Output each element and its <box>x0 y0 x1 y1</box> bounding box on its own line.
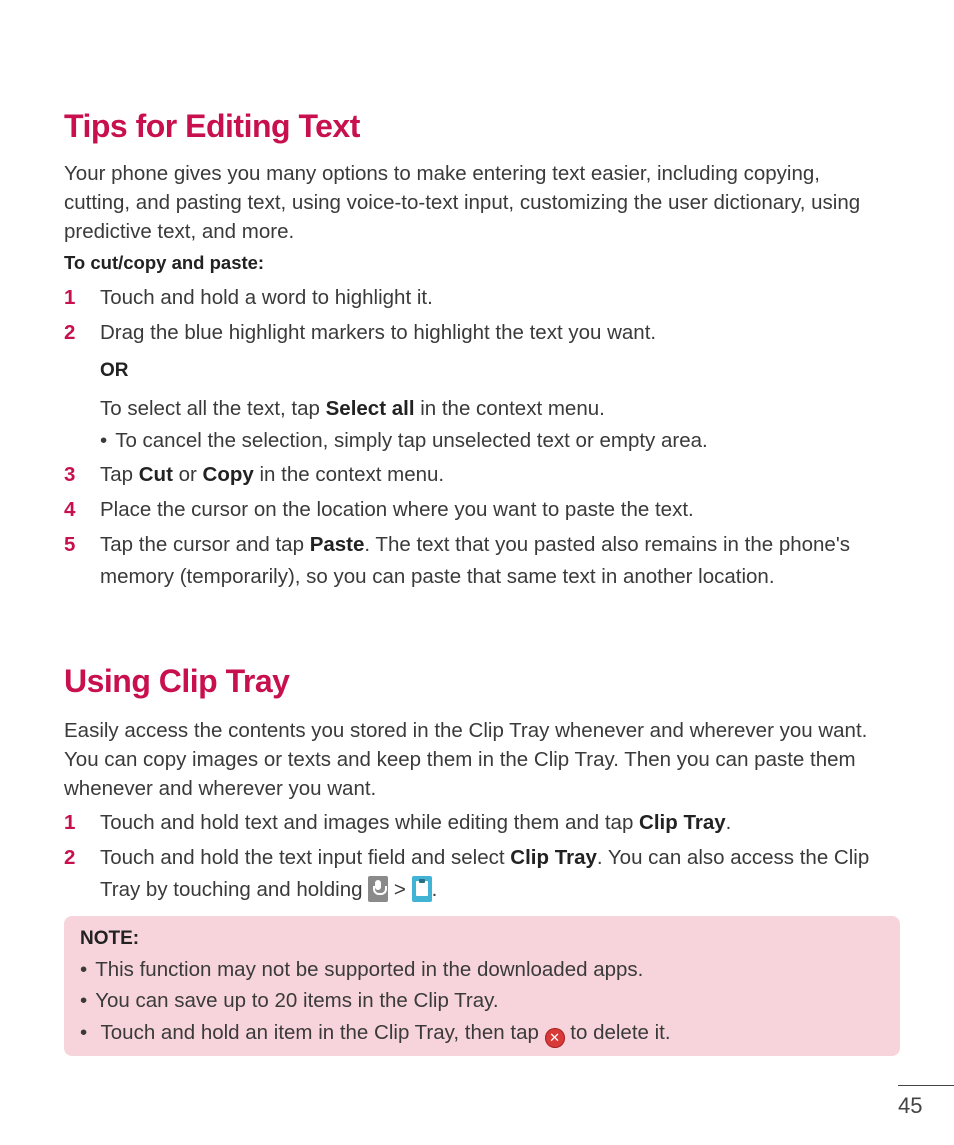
clip-step1-post: . <box>725 811 732 834</box>
step-number: 2 <box>64 846 76 869</box>
select-all-pre: To select all the text, tap <box>100 397 326 420</box>
note-item: • You can save up to 20 items in the Clip Tray. <box>80 986 499 1016</box>
note-box <box>64 916 900 1056</box>
select-all-instruction <box>100 394 605 424</box>
step-text <box>100 459 900 491</box>
clip-tray-icon <box>412 876 432 902</box>
step5-pre: Tap the cursor and tap <box>100 533 310 556</box>
icon-separator: > <box>388 878 412 901</box>
note-item: • This function may not be supported in the downloaded apps. <box>80 955 643 985</box>
note-delete-pre: Touch and hold an item in the Clip Tray, then tap <box>100 1021 545 1044</box>
clip-tray-label: Clip Tray <box>639 811 726 834</box>
step-text <box>100 529 900 593</box>
step-number: 5 <box>64 533 76 556</box>
clip-tray-step-1 <box>64 807 900 839</box>
step-text: Place the cursor on the location where you want to paste the text. <box>100 498 694 521</box>
clip-tray-intro-paragraph: Easily access the contents you stored in the Clip Tray whenever and wherever you want. You can copy images or texts and keep them in the Clip Tray. Then you can paste them whenever and wherever you want. <box>64 719 868 800</box>
editing-step-3 <box>64 459 900 491</box>
clip-step2-pre: Touch and hold the text input field and select <box>100 846 511 869</box>
step-number: 1 <box>64 286 76 309</box>
cut-label: Cut <box>138 463 173 486</box>
editing-step-1 <box>64 282 900 314</box>
step3-pre: Tap <box>100 463 139 486</box>
note-title: NOTE: <box>80 928 140 949</box>
step-text <box>100 842 900 906</box>
microphone-icon <box>368 876 388 902</box>
step3-mid: or <box>172 463 203 486</box>
clip-tray-label: Clip Tray <box>510 846 597 869</box>
note-item-delete <box>80 1018 671 1048</box>
cancel-selection-bullet: • To cancel the selection, simply tap unselected text or empty area. <box>100 426 708 456</box>
cut-copy-paste-subheading: To cut/copy and paste: <box>64 252 265 273</box>
note-delete-post: to delete it. <box>564 1021 671 1044</box>
step-number: 2 <box>64 321 76 344</box>
clip-step2-post: . You can also access the Clip Tray by touching and holding <box>100 846 870 901</box>
section-heading-editing-text: Tips for Editing Text <box>64 108 360 144</box>
step-number: 1 <box>64 811 76 834</box>
editing-step-2 <box>64 317 900 349</box>
or-label: OR <box>100 360 129 381</box>
clip-tray-step-2 <box>64 842 900 906</box>
editing-step-4 <box>64 494 900 526</box>
step5-post: . The text that you pasted also remains in the phone's memory (temporarily), so you can paste that same text in another location. <box>100 533 850 588</box>
step-text: Drag the blue highlight markers to highlight the text you want. <box>100 321 657 344</box>
step-text: Touch and hold a word to highlight it. <box>100 286 433 309</box>
editing-step-5 <box>64 529 900 593</box>
step-number: 3 <box>64 463 76 486</box>
clip-step2-end: . <box>431 878 438 901</box>
page-number: 45 <box>898 1093 923 1118</box>
copy-label: Copy <box>202 463 254 486</box>
paste-label: Paste <box>309 533 365 556</box>
select-all-bold: Select all <box>325 397 415 420</box>
select-all-post: in the context menu. <box>414 397 605 420</box>
editing-intro-paragraph: Your phone gives you many options to make entering text easier, including copying, cutting, and pasting text, using voice-to-text input, customizing the user dictionary, using predictive text, and more. <box>64 162 861 243</box>
page-number-rule <box>898 1085 954 1086</box>
clip-step1-pre: Touch and hold text and images while editing them and tap <box>100 811 640 834</box>
step3-post: in the context menu. <box>253 463 445 486</box>
delete-icon: ✕ <box>545 1028 565 1048</box>
step-number: 4 <box>64 498 76 521</box>
section-heading-clip-tray: Using Clip Tray <box>64 663 290 699</box>
step-text <box>100 807 900 839</box>
